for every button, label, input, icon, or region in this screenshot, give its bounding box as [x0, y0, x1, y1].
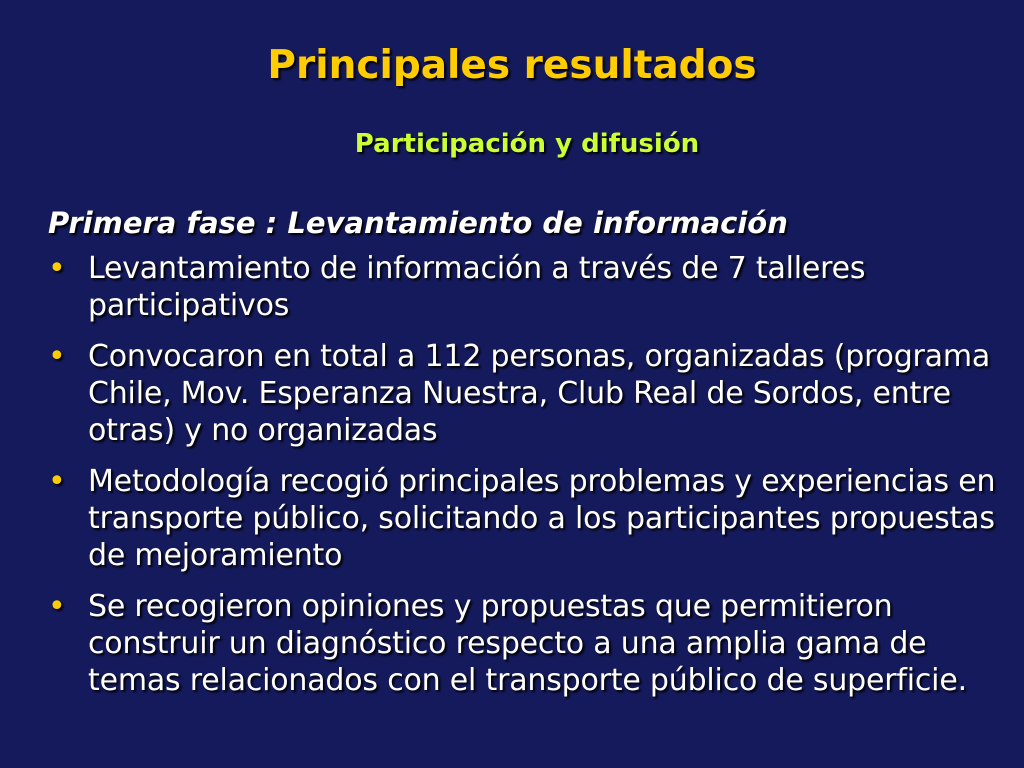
slide-title: Principales resultados — [267, 43, 757, 88]
bullet-list — [48, 250, 998, 713]
bullet-dot-icon: • — [48, 339, 66, 374]
bullet-dot-icon: • — [48, 251, 66, 286]
bullet-dot-icon: • — [48, 589, 66, 624]
bullet-dot-icon: • — [48, 464, 66, 499]
bullet-text: Se recogieron opiniones y propuestas que permitieron construir un diagnóstico respecto a una amplia gama de temas relacionados con el transporte público de superficie. — [88, 589, 967, 698]
bullet-item — [48, 338, 998, 449]
bullet-text: Levantamiento de información a través de 7 talleres participativos — [88, 251, 866, 323]
slide-subtitle: Participación y difusión — [354, 129, 700, 159]
bullet-item — [48, 463, 998, 574]
bullet-item — [48, 250, 998, 324]
bullet-text: Convocaron en total a 112 personas, organizadas (programa Chile, Mov. Esperanza Nuestra, Club Real de Sordos, entre otras) y no organizadas — [88, 339, 991, 448]
section-heading: Primera fase : Levantamiento de información — [48, 206, 788, 240]
bullet-text: Metodología recogió principales problemas y experiencias en transporte público, solicitando a los participantes propuestas de mejoramiento — [88, 464, 996, 573]
bullet-item — [48, 588, 998, 699]
